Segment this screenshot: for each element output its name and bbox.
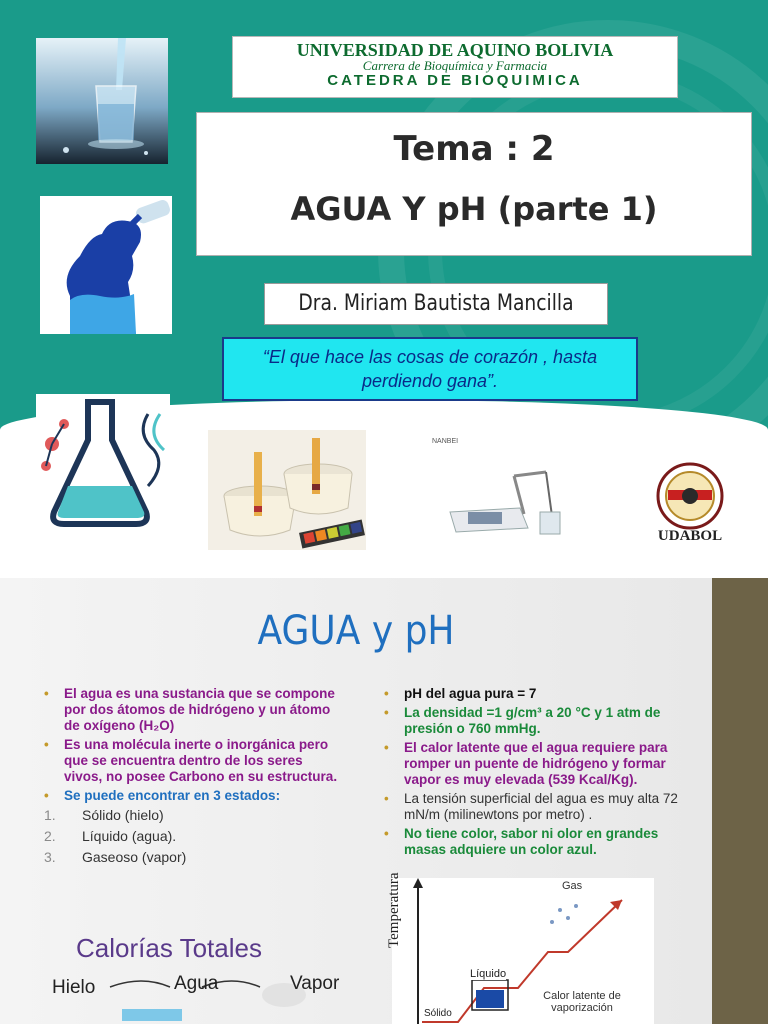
bullet-item (382, 791, 682, 823)
phase-change-graph (386, 872, 654, 1024)
quote-box (222, 337, 638, 401)
calories-label-vapor: Vapor (290, 973, 340, 994)
state-item (42, 849, 342, 865)
bullet-icon: • (384, 686, 389, 701)
calories-label-ice: Hielo (52, 977, 96, 998)
calories-label-water: Agua (174, 973, 219, 994)
bullet-text: La tensión superficial del agua es muy alta 72 mN/m (milinewtons por metro) . (404, 791, 678, 822)
chemistry-flask-image (36, 394, 170, 532)
bullet-icon: • (44, 788, 49, 803)
bullet-text: El agua es una sustancia que se compone por dos átomos de hidrógeno y un átomo de oxígeno (H₂O) (64, 686, 335, 733)
university-name: UNIVERSIDAD DE AQUINO BOLIVIA (296, 40, 614, 60)
bullet-item (42, 737, 342, 785)
state-text: Sólido (hielo) (82, 807, 164, 823)
bullet-icon: • (44, 737, 49, 752)
author-box (264, 283, 608, 325)
bullet-text: Es una molécula inerte o inorgánica pero que se encuentra dentro de los seres vivos, no posee Carbono en su estructura. (64, 737, 338, 784)
bullet-item (382, 705, 682, 737)
career-name: Carrera de Bioquímica y Farmacia (362, 58, 548, 73)
bullet-item (42, 788, 342, 804)
quote-text: “El que hace las cosas de corazón , hasta perdiendo gana”. (262, 347, 598, 391)
bullet-item (382, 686, 682, 702)
right-column (382, 686, 682, 861)
person-drinking-image (40, 196, 172, 334)
bullet-icon: • (384, 791, 389, 806)
state-text: Líquido (agua). (82, 828, 177, 844)
logo-text: UDABOL (657, 528, 723, 544)
calories-title: Calorías Totales (76, 933, 262, 963)
ph-meter-image (428, 436, 570, 548)
left-column (42, 686, 342, 870)
graph-label-gas: Gas (562, 880, 583, 892)
bullet-item (382, 740, 682, 788)
bullet-text: El calor latente que el agua requiere para romper un puente de hidrógeno y formar vapor es muy elevada (539 Kcal/Kg). (404, 740, 668, 787)
state-number: 3. (44, 849, 56, 865)
author-name: Dra. Miriam Bautista Mancilla (298, 291, 574, 316)
topic-box (196, 112, 752, 256)
content-slide (0, 578, 768, 1024)
state-number: 1. (44, 807, 56, 823)
water-glass-image (36, 38, 168, 164)
bullet-icon: • (384, 705, 389, 720)
graph-axis-label: Temperatura (386, 872, 402, 948)
calories-diagram (52, 973, 382, 1013)
bullet-item (42, 686, 342, 734)
bullet-text: La densidad =1 g/cm³ a 20 °C y 1 atm de presión o 760 mmHg. (404, 705, 661, 736)
graph-label-latent-heat: Calor latente de vaporización (543, 990, 621, 1014)
state-text: Gaseoso (vapor) (82, 849, 187, 865)
topic-number: Tema : 2 (393, 129, 555, 169)
state-number: 2. (44, 828, 56, 844)
university-header (232, 36, 678, 98)
state-item (42, 828, 342, 844)
graph-label-solid: Sólido (424, 1008, 452, 1019)
meter-brand: NANBEI (432, 438, 459, 445)
department-name: CATEDRA DE BIOQUIMICA (327, 72, 583, 89)
bullet-item (382, 826, 682, 858)
slide-title: AGUA y pH (257, 608, 455, 654)
topic-title: AGUA Y pH (parte 1) (290, 190, 658, 228)
udabol-logo (640, 460, 740, 552)
bullet-text: Se puede encontrar en 3 estados: (64, 788, 281, 803)
slide-sidebar (712, 578, 768, 1024)
bullet-icon: • (384, 826, 389, 841)
bullet-icon: • (44, 686, 49, 701)
bullet-text: pH del agua pura = 7 (404, 686, 537, 701)
bullet-icon: • (384, 740, 389, 755)
ph-strips-image (208, 430, 366, 550)
state-item (42, 807, 342, 823)
graph-label-liquid: Líquido (470, 968, 507, 980)
bullet-text: No tiene color, sabor ni olor en grandes masas adquiere un color azul. (404, 826, 659, 857)
